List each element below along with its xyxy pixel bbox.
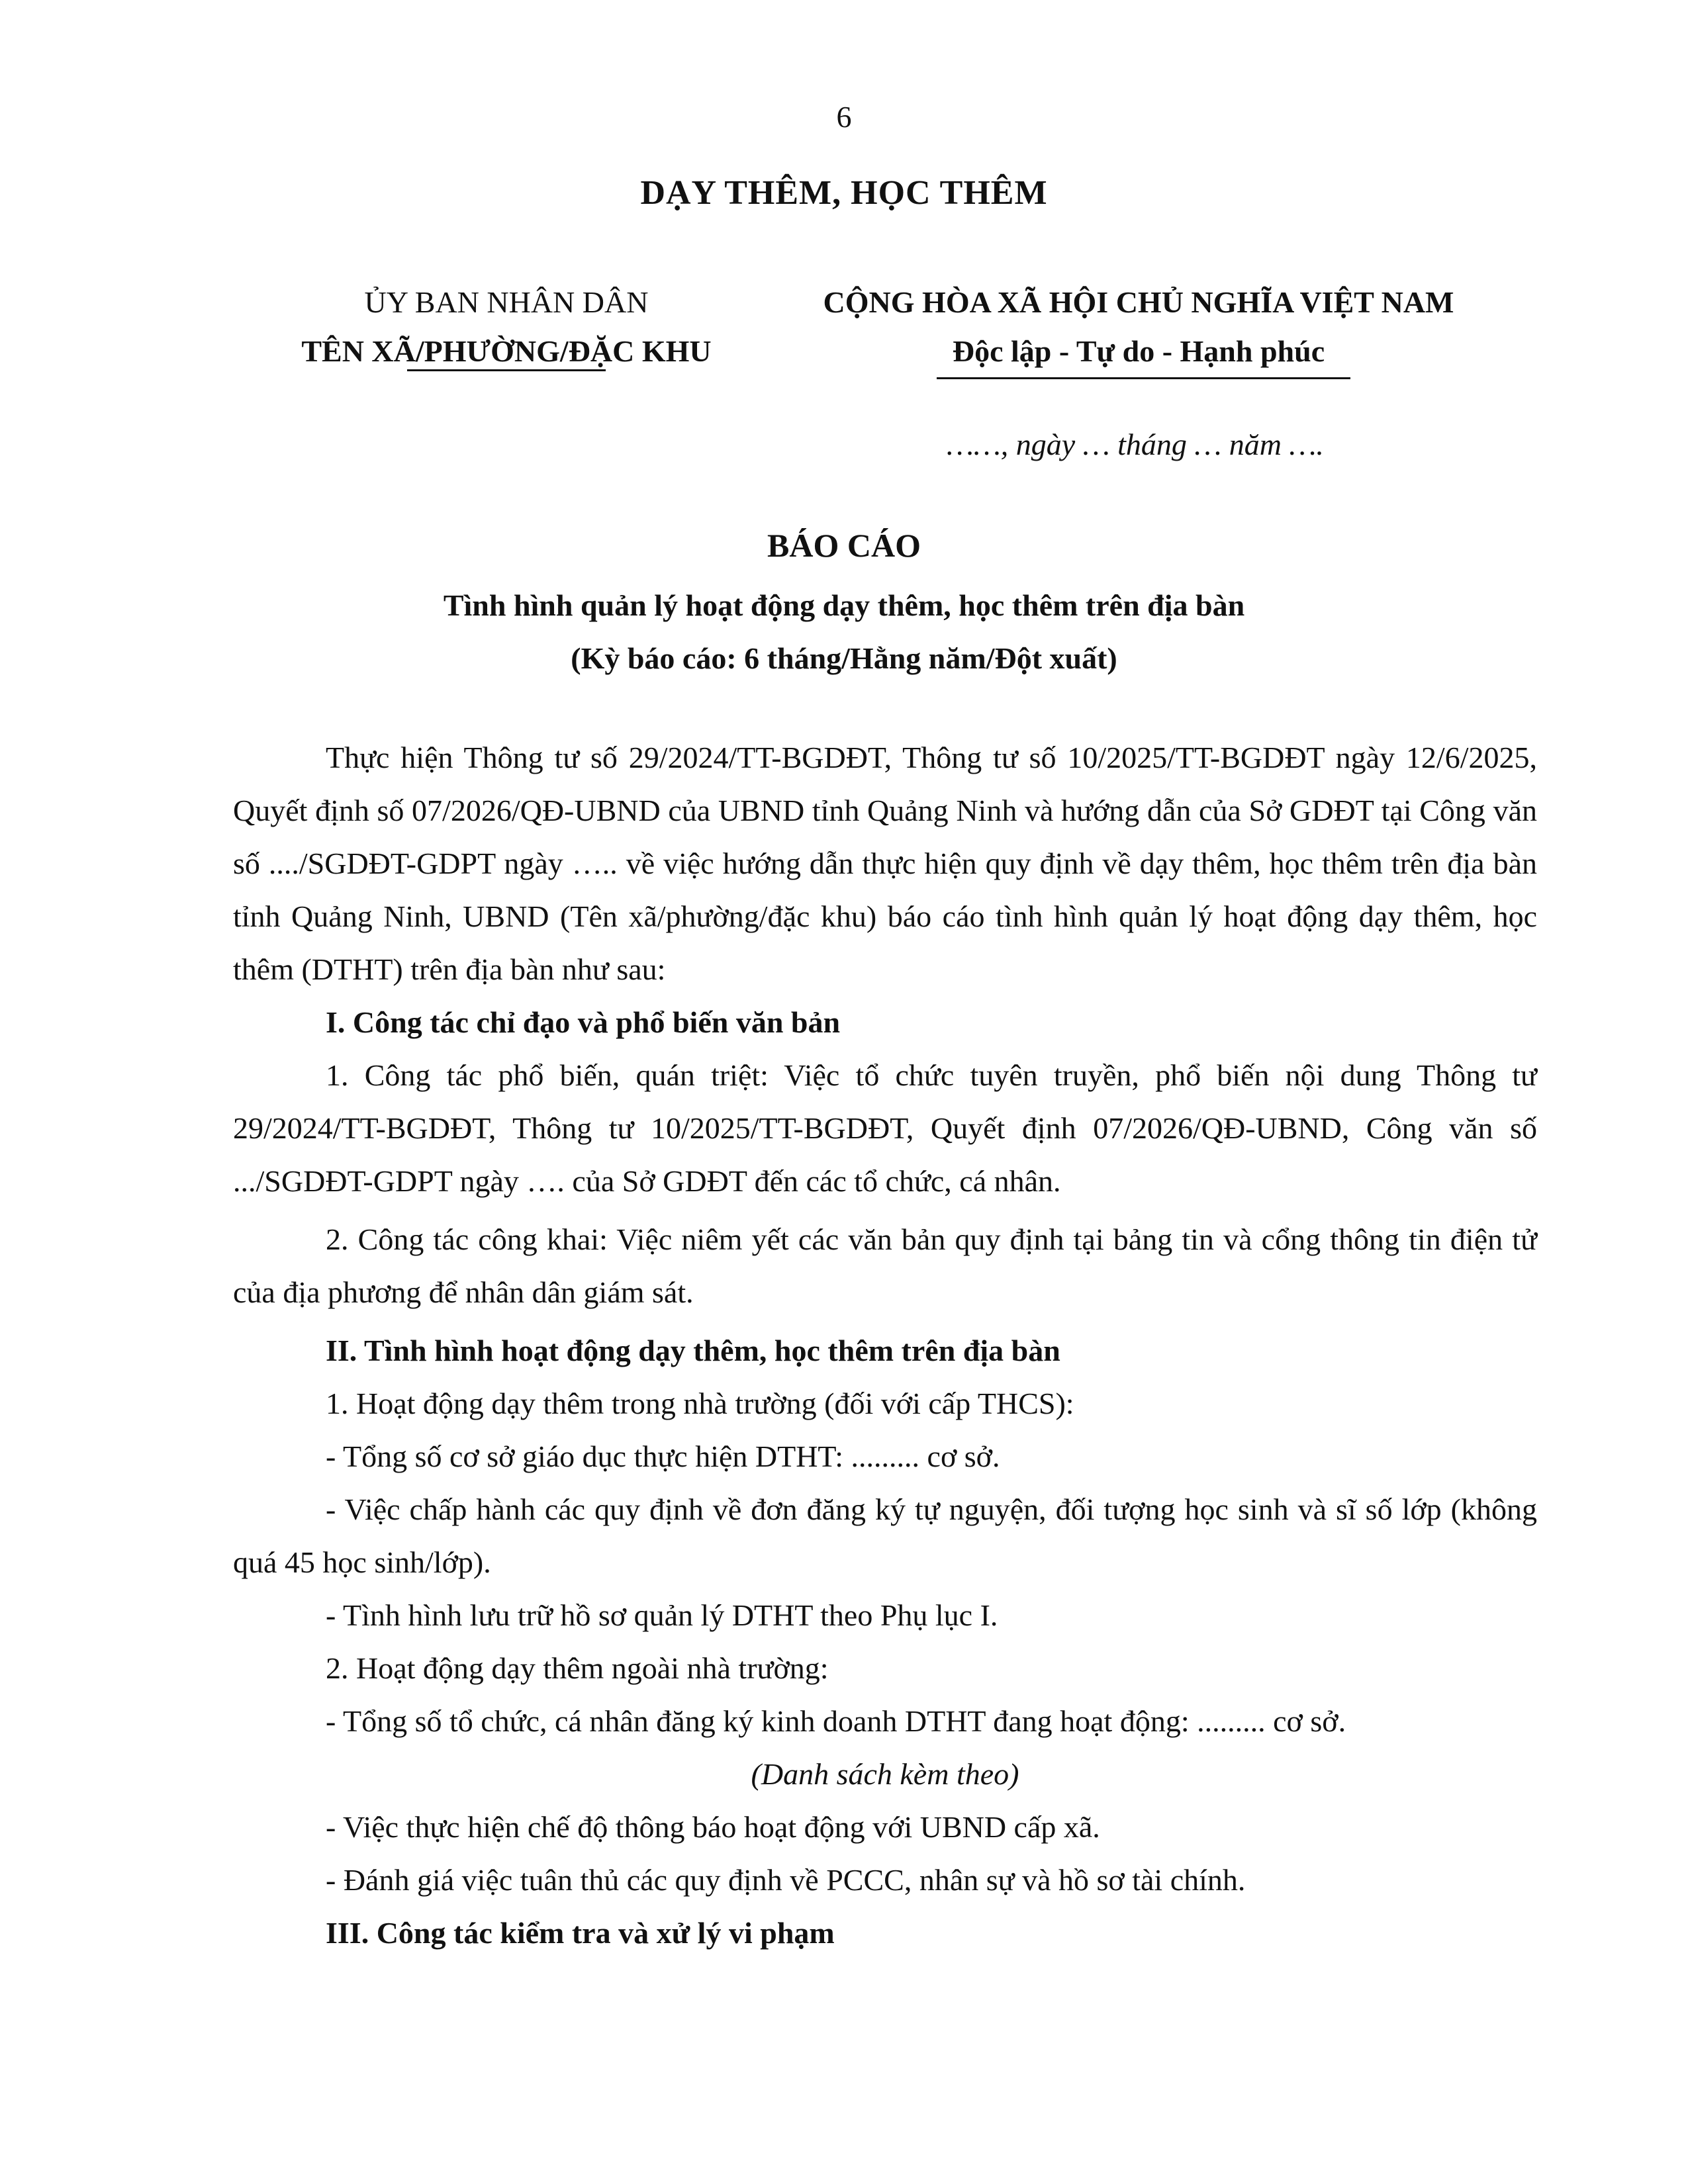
bullet-2-2-c: - Đánh giá việc tuân thủ các quy định về PCCC, nhân sự và hồ sơ tài chính. <box>326 1863 1246 1897</box>
motto-underline <box>937 377 1350 379</box>
bullet-2-1-b: - Việc chấp hành các quy định về đơn đăng ký tự nguyện, đối tượng học sinh và sĩ số lớp (không quá 45 học sinh/lớp). <box>233 1492 1537 1579</box>
intro-paragraph: Thực hiện Thông tư số 29/2024/TT-BGDĐT, Thông tư số 10/2025/TT-BGDĐT ngày 12/6/2025, Quyết định số 07/2026/QĐ-UBND của UBND tỉnh Quảng Ninh và hướng dẫn của Sở GDĐT tại Công văn số ..../SGDĐT-GDPT ngày ….. về việc hướng dẫn thực hiện quy định về dạy thêm, học thêm trên địa bàn tỉnh Quảng Ninh, UBND (Tên xã/phường/đặc khu) báo cáo tình hình quản lý hoạt động dạy thêm, học thêm (DTHT) trên địa bàn như sau: <box>233 741 1537 986</box>
issuing-agency-block <box>265 278 748 376</box>
paragraph-2-1: 1. Hoạt động dạy thêm trong nhà trường (đối với cấp THCS): <box>326 1387 1074 1420</box>
national-heading-block <box>774 278 1503 376</box>
page-number: 6 <box>836 100 852 134</box>
bullet-2-2-b: - Việc thực hiện chế độ thông báo hoạt động với UBND cấp xã. <box>326 1810 1100 1844</box>
heading-section-3: III. Công tác kiểm tra và xử lý vi phạm <box>326 1916 835 1950</box>
paragraph-1-1: 1. Công tác phổ biến, quán triệt: Việc tổ chức tuyên truyền, phổ biến nội dung Thông tư 29/2024/TT-BGDĐT, Thông tư 10/2025/TT-BGDĐT, Quyết định 07/2026/QĐ-UBND, Công văn số .../SGDĐT-GDPT ngày …. của Sở GDĐT đến các tổ chức, cá nhân. <box>233 1058 1537 1198</box>
report-body <box>233 731 1537 1960</box>
report-subtitle: Tình hình quản lý hoạt động dạy thêm, học thêm trên địa bàn <box>443 588 1245 622</box>
paragraph-2-2: 2. Hoạt động dạy thêm ngoài nhà trường: <box>326 1651 829 1685</box>
bullet-2-1-c: - Tình hình lưu trữ hồ sơ quản lý DTHT theo Phụ lục I. <box>326 1598 998 1632</box>
national-motto: Độc lập - Tự do - Hạnh phúc <box>952 334 1325 368</box>
section-title: DẠY THÊM, HỌC THÊM <box>640 174 1048 212</box>
country-name: CỘNG HÒA XÃ HỘI CHỦ NGHĨA VIỆT NAM <box>823 285 1454 319</box>
agency-underline <box>407 369 606 371</box>
report-title: BÁO CÁO <box>767 527 921 564</box>
report-subtitle-block <box>0 579 1688 685</box>
bullet-2-2-a: - Tổng số tổ chức, cá nhân đăng ký kinh doanh DTHT đang hoạt động: ......... cơ sở. <box>326 1704 1346 1738</box>
attachment-note: (Danh sách kèm theo) <box>751 1757 1019 1791</box>
report-period: (Kỳ báo cáo: 6 tháng/Hằng năm/Đột xuất) <box>571 641 1117 675</box>
agency-name: ỦY BAN NHÂN DÂN <box>364 285 649 319</box>
date-line: ……, ngày … tháng … năm …. <box>947 428 1324 461</box>
unit-name: TÊN XÃ/PHƯỜNG/ĐẶC KHU <box>301 334 712 368</box>
bullet-2-1-a: - Tổng số cơ sở giáo dục thực hiện DTHT: ......... cơ sở. <box>326 1439 1000 1473</box>
heading-section-1: I. Công tác chỉ đạo và phổ biến văn bản <box>326 1005 841 1039</box>
heading-section-2: II. Tình hình hoạt động dạy thêm, học thêm trên địa bàn <box>326 1334 1060 1367</box>
paragraph-1-2: 2. Công tác công khai: Việc niêm yết các văn bản quy định tại bảng tin và cổng thông tin điện tử của địa phương để nhân dân giám sát. <box>233 1222 1537 1309</box>
